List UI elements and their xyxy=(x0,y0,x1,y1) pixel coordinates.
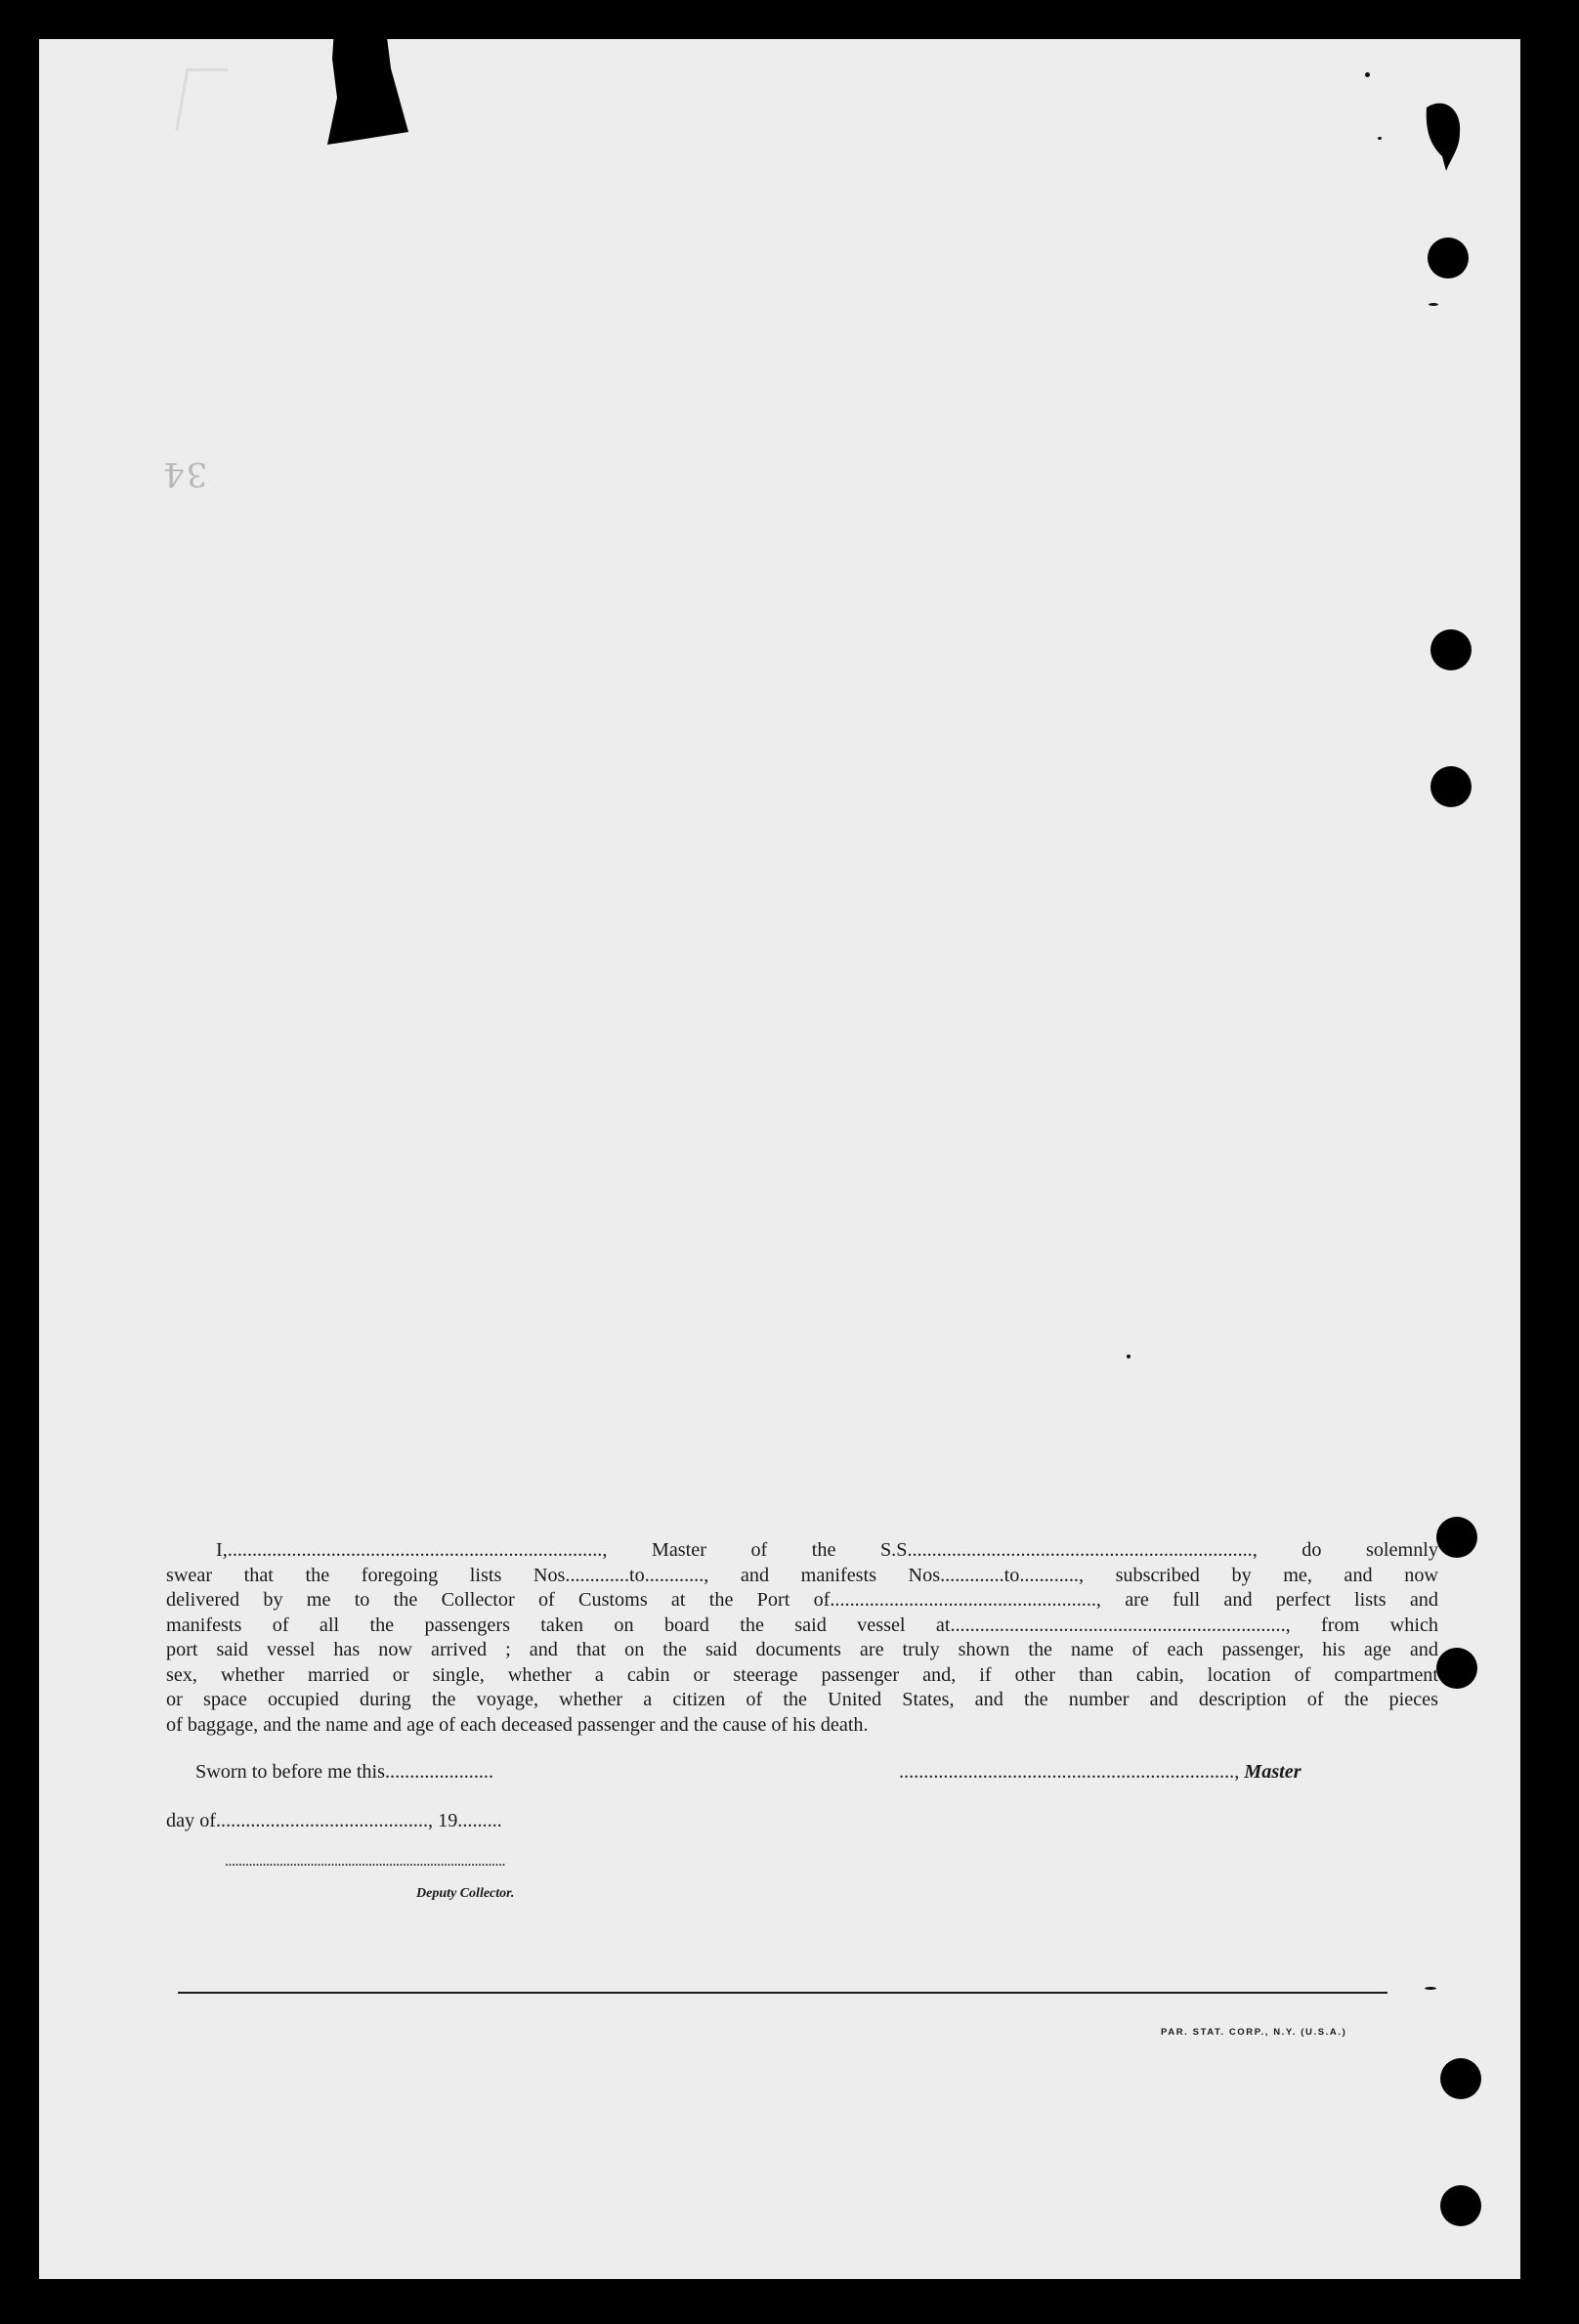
oath-line: manifests of all the passengers taken on board the said vessel at...................................................................., from which xyxy=(166,1614,1438,1636)
document-page xyxy=(39,39,1520,2279)
oath-line: port said vessel has now arrived ; and that on the said documents are truly shown the name of each passenger, his age and xyxy=(166,1639,1438,1660)
oath-line: or space occupied during the voyage, whether a citizen of the United States, and the number and description of the pieces xyxy=(166,1689,1438,1710)
speck xyxy=(1425,1987,1436,1990)
oath-line: delivered by me to the Collector of Customs at the Port of......................................................, are full and perfect lists and xyxy=(166,1589,1438,1611)
sworn-before-line: Sworn to before me this...................... xyxy=(195,1761,494,1783)
torn-corner-mark xyxy=(293,39,410,156)
day-of-line: day of..........................................., 19......... xyxy=(166,1810,502,1831)
punch-hole xyxy=(1440,2185,1481,2226)
punch-hole xyxy=(1430,629,1472,670)
oath-line: I,............................................................................, Master of the S.S......................................................................, do solemnly xyxy=(216,1539,1438,1561)
speck xyxy=(1378,137,1382,140)
punch-hole xyxy=(1440,2058,1481,2099)
speck xyxy=(1429,303,1438,306)
faint-pencil-mark xyxy=(175,68,228,130)
deputy-signature-dots: .................................................................................. xyxy=(225,1853,505,1870)
deputy-collector-label: Deputy Collector. xyxy=(416,1886,515,1901)
speck xyxy=(1365,72,1370,77)
oath-line: swear that the foregoing lists Nos.............to............, and manifests Nos.............to............, subscribed by me, and now xyxy=(166,1564,1438,1586)
oath-paragraph xyxy=(166,1538,1438,1738)
punch-hole xyxy=(1428,237,1469,279)
punch-hole xyxy=(1436,1648,1477,1689)
oath-line: of baggage, and the name and age of each deceased passenger and the cause of his death. xyxy=(166,1713,869,1736)
speck xyxy=(1127,1355,1131,1358)
punch-hole xyxy=(1430,766,1472,807)
master-signature-line xyxy=(899,1761,1302,1784)
oath-line: sex, whether married or single, whether a cabin or steerage passenger and, if other than cabin, location of compartment xyxy=(166,1663,1438,1686)
edge-damage-mark xyxy=(1415,88,1473,195)
master-signature-dots: ...................................................................., xyxy=(899,1761,1245,1783)
horizontal-rule xyxy=(178,1992,1387,1994)
master-label: Master xyxy=(1244,1761,1302,1783)
pencil-annotation: 34 xyxy=(161,454,208,494)
punch-hole xyxy=(1436,1517,1477,1558)
printer-imprint: PAR. STAT. CORP., N.Y. (U.S.A.) xyxy=(1161,2027,1347,2038)
